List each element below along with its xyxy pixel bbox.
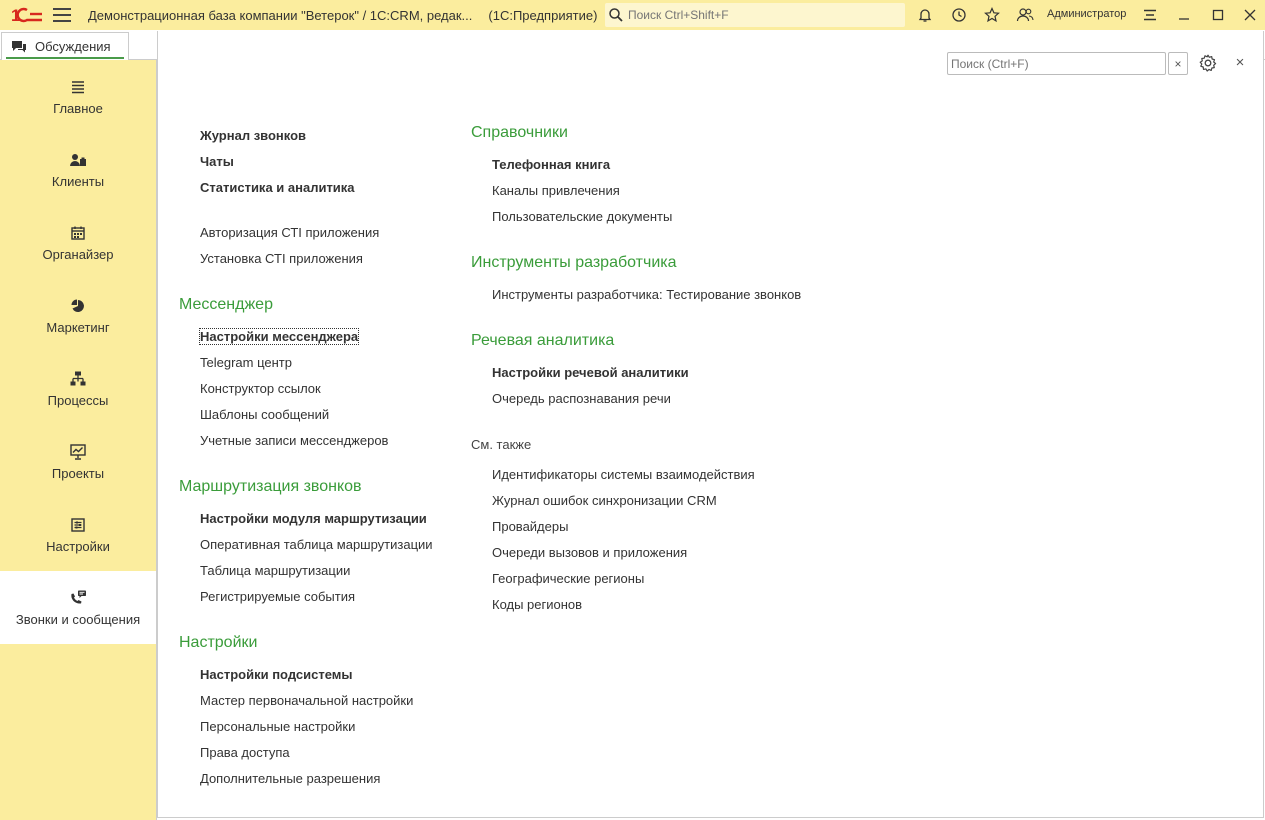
menu-list-icon (69, 78, 87, 96)
link-telegram-center[interactable]: Telegram центр (200, 355, 292, 370)
star-icon[interactable] (982, 5, 1002, 25)
sidebar-item-projects[interactable] (0, 425, 156, 498)
svg-text:1: 1 (11, 6, 21, 24)
tab-label: Обсуждения (35, 39, 111, 54)
sidebar (0, 60, 157, 820)
link-routing-table[interactable]: Таблица маршрутизации (200, 563, 351, 578)
link-subsystem-settings[interactable]: Настройки подсистемы (200, 667, 353, 682)
sidebar-item-clients[interactable] (0, 133, 156, 206)
link-crm-sync-errors[interactable]: Журнал ошибок синхронизации CRM (492, 493, 717, 508)
gear-icon[interactable] (1198, 53, 1218, 73)
history-icon[interactable] (949, 5, 969, 25)
global-search-input[interactable] (628, 8, 898, 22)
link-link-builder[interactable]: Конструктор ссылок (200, 381, 321, 396)
group-title-catalogs: Справочники (471, 124, 568, 141)
link-message-templates[interactable]: Шаблоны сообщений (200, 407, 330, 422)
link-messenger-accounts[interactable]: Учетные записи мессенджеров (200, 433, 389, 448)
sidebar-item-label: Звонки и сообщения (15, 611, 141, 627)
link-cti-authorization[interactable]: Авторизация СТI приложения (200, 225, 380, 240)
flowchart-icon (69, 370, 87, 388)
clients-icon (69, 151, 87, 169)
maximize-icon[interactable] (1208, 5, 1228, 25)
platform-label: (1С:Предприятие) (488, 7, 598, 23)
section-panel (157, 31, 1264, 818)
sidebar-item-main[interactable] (0, 60, 156, 133)
link-call-journal[interactable]: Журнал звонков (200, 128, 307, 143)
link-registered-events[interactable]: Регистрируемые события (200, 589, 355, 604)
link-operative-routing-table[interactable]: Оперативная таблица маршрутизации (200, 537, 433, 552)
sidebar-item-settings[interactable] (0, 498, 156, 571)
title-bar (0, 0, 1265, 30)
search-icon (608, 7, 624, 23)
section-search[interactable] (947, 52, 1166, 75)
sidebar-item-label: Главное (53, 100, 103, 116)
sidebar-item-label: Процессы (47, 392, 109, 408)
link-call-queues[interactable]: Очереди вызовов и приложения (492, 545, 688, 560)
sidebar-item-organizer[interactable] (0, 206, 156, 279)
global-search[interactable] (605, 3, 905, 27)
group-title-speech-analytics: Речевая аналитика (471, 332, 615, 349)
tab-discussions[interactable] (1, 32, 129, 60)
link-interaction-system-ids[interactable]: Идентификаторы системы взаимодействия (492, 467, 755, 482)
clear-search-button[interactable]: × (1168, 52, 1188, 75)
link-speech-recognition-queue[interactable]: Очередь распознавания речи (492, 391, 671, 406)
main-menu-button[interactable] (53, 8, 71, 22)
project-chart-icon (69, 443, 87, 461)
settings-menu-icon[interactable] (1140, 5, 1160, 25)
settings-list-icon (69, 516, 87, 534)
users-icon[interactable] (1015, 5, 1035, 25)
calendar-icon (69, 224, 87, 242)
sidebar-item-label: Проекты (51, 465, 105, 481)
group-title-messenger: Мессенджер (179, 296, 273, 313)
sidebar-item-label: Настройки (46, 538, 110, 554)
sidebar-item-label: Клиенты (51, 173, 105, 189)
link-cti-install[interactable]: Установка СТI приложения (200, 251, 363, 266)
close-panel-button[interactable]: × (1235, 54, 1245, 71)
section-search-input[interactable] (948, 53, 1158, 74)
window-title: Демонстрационная база компании "Ветерок" / 1С:CRM, редак... (88, 7, 473, 23)
sidebar-item-label: Органайзер (42, 246, 114, 262)
group-title-dev-tools: Инструменты разработчика (471, 254, 677, 271)
link-routing-module-settings[interactable]: Настройки модуля маршрутизации (200, 511, 427, 526)
sidebar-item-calls-messages[interactable] (0, 571, 156, 644)
link-personal-settings[interactable]: Персональные настройки (200, 719, 356, 734)
chat-icon (11, 40, 27, 54)
link-user-documents[interactable]: Пользовательские документы (492, 209, 673, 224)
link-additional-permissions[interactable]: Дополнительные разрешения (200, 771, 381, 786)
link-phone-book[interactable]: Телефонная книга (492, 157, 611, 172)
link-providers[interactable]: Провайдеры (492, 519, 569, 534)
minimize-icon[interactable] (1174, 5, 1194, 25)
link-access-rights[interactable]: Права доступа (200, 745, 290, 760)
group-title-call-routing: Маршрутизация звонков (179, 478, 362, 495)
link-setup-wizard[interactable]: Мастер первоначальной настройки (200, 693, 414, 708)
group-title-settings: Настройки (179, 634, 258, 651)
link-messenger-settings[interactable]: Настройки мессенджера (200, 329, 359, 344)
user-name[interactable]: Администратор (1047, 8, 1127, 20)
link-geographic-regions[interactable]: Географические регионы (492, 571, 645, 586)
see-also-title: См. также (471, 437, 532, 452)
sidebar-item-marketing[interactable] (0, 279, 156, 352)
pie-chart-icon (69, 297, 87, 315)
sidebar-item-processes[interactable] (0, 352, 156, 425)
link-region-codes[interactable]: Коды регионов (492, 597, 583, 612)
link-speech-analytics-settings[interactable]: Настройки речевой аналитики (492, 365, 689, 380)
link-dev-tools-call-testing[interactable]: Инструменты разработчика: Тестирование звонков (492, 287, 802, 302)
bell-icon[interactable] (915, 5, 935, 25)
link-chats[interactable]: Чаты (200, 154, 234, 169)
phone-message-icon (69, 589, 87, 607)
sidebar-item-label: Маркетинг (46, 319, 110, 335)
close-window-icon[interactable] (1240, 5, 1260, 25)
link-statistics[interactable]: Статистика и аналитика (200, 180, 355, 195)
1c-logo (11, 6, 43, 24)
link-acquisition-channels[interactable]: Каналы привлечения (492, 183, 620, 198)
